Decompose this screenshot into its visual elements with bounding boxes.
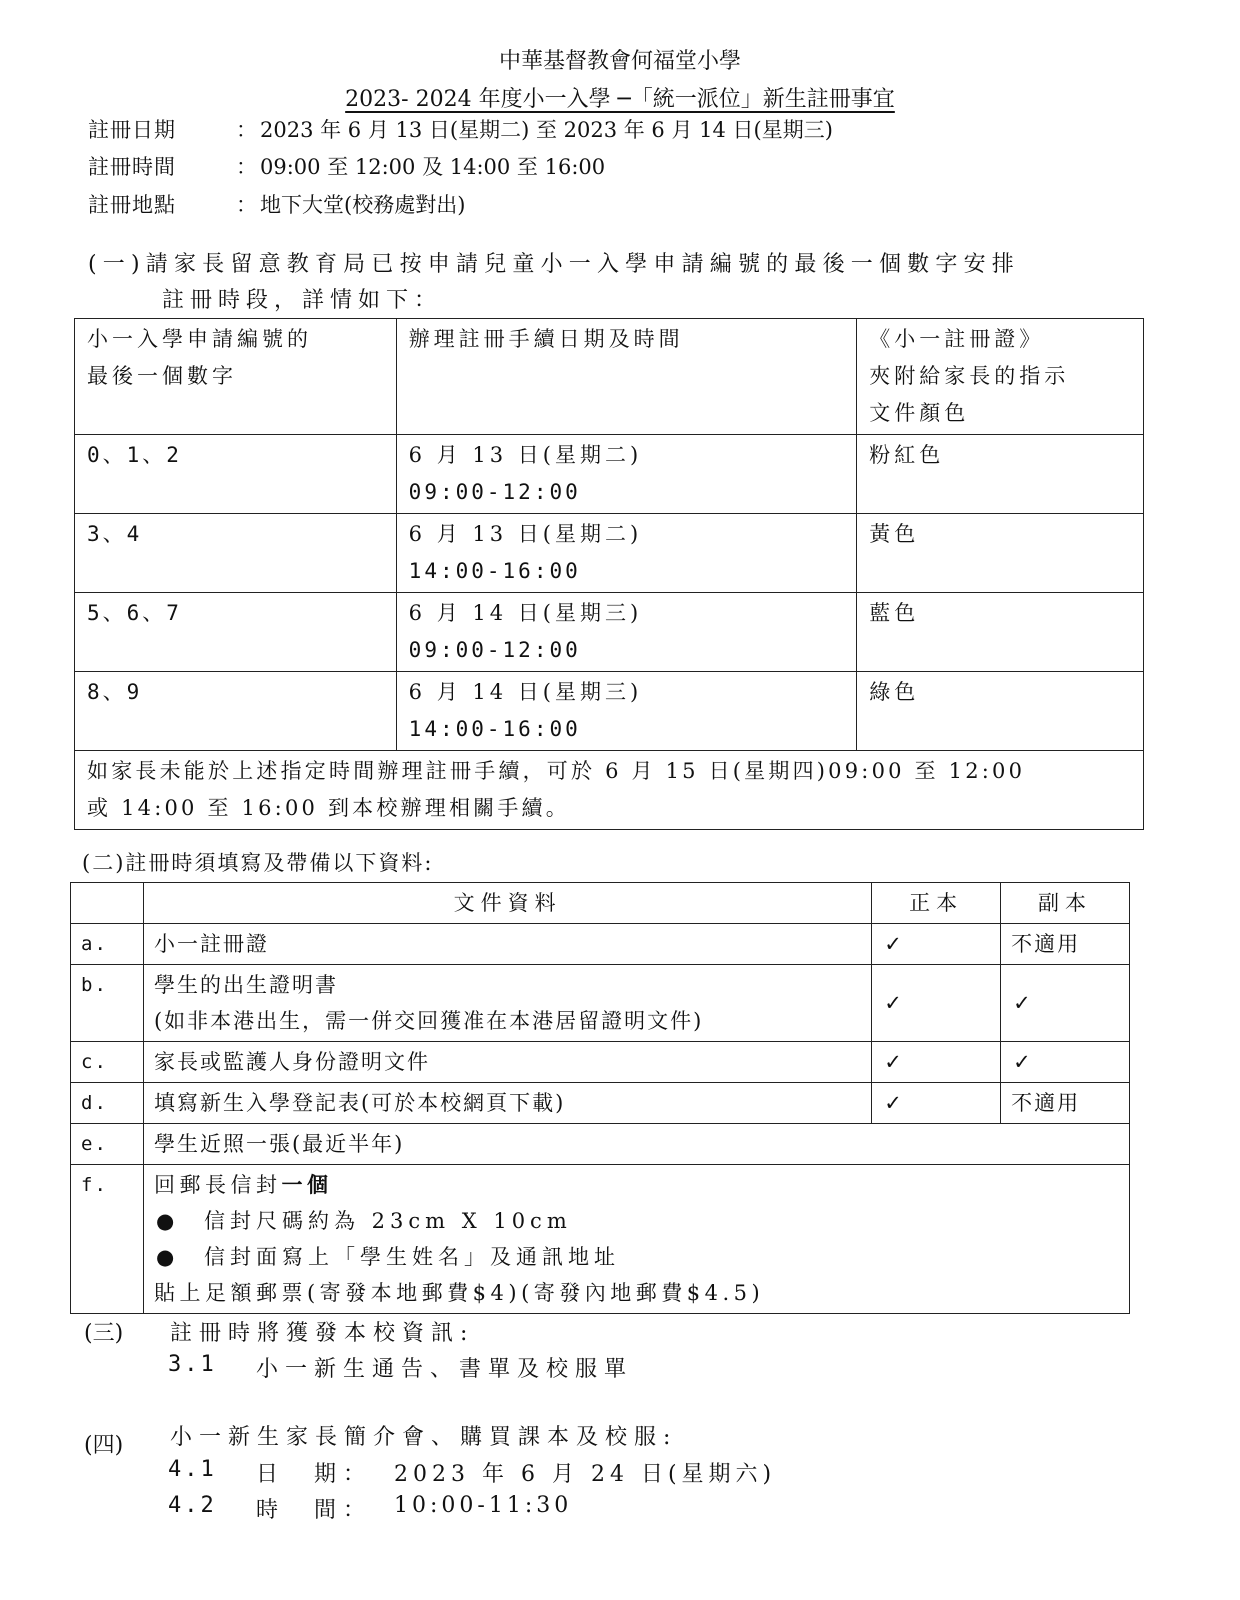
document-cell: 小一註冊證 [143,924,871,965]
info-value: 地下大堂(校務處對出) [260,193,466,217]
header-cell-id [71,883,144,924]
section2-heading: (二)註冊時須填寫及帶備以下資料: [82,851,434,875]
bullet-icon: ● [155,1245,180,1269]
info-label: 註冊日期 [88,118,176,142]
section3-label: (三) [84,1321,124,1346]
digit-cell: 0、1、2 [75,435,397,514]
color-cell: 黃色 [857,514,1144,593]
copy-cell: 不適用 [1001,924,1130,965]
section1-heading-cont: 註冊時段，詳情如下： [162,288,443,313]
stamp-note: 貼上足額郵票(寄發本地郵費$4)(寄發內地郵費$4.5) [153,1281,765,1305]
info-value: 2023 年 6 月 13 日(星期二) 至 2023 年 6 月 14 日(星期三) [260,118,833,142]
table-header-row [75,319,1144,435]
datetime-cell: 6 月 13 日(星期二) 14:00-16:00 [396,514,857,593]
registration-schedule-table [74,318,1144,830]
document-cell: 家長或監護人身份證明文件 [143,1042,871,1083]
color-cell: 粉紅色 [857,435,1144,514]
table-row [75,514,1144,593]
table-row [75,435,1144,514]
header-cell-datetime: 辦理註冊手續日期及時間 [396,319,857,435]
copy-check-icon: ✓ [1001,965,1130,1042]
info-value: 09:00 至 12:00 及 14:00 至 16:00 [260,155,606,179]
section3-text: 註冊時將獲發本校資訊: [170,1321,475,1346]
table-row [71,965,1130,1042]
document-cell: 學生近照一張(最近半年) [143,1124,1129,1165]
table-header-row [71,883,1130,924]
row-id: f. [71,1165,144,1314]
datetime-cell: 6 月 13 日(星期二) 09:00-12:00 [396,435,857,514]
envelope-cell [143,1165,1129,1314]
datetime-cell: 6 月 14 日(星期三) 14:00-16:00 [396,672,857,751]
table-note-row [75,751,1144,830]
row-id: b. [71,965,144,1042]
table-row [71,1083,1130,1124]
info-colon: ： [236,118,257,142]
section4-label: (四) [84,1433,124,1458]
header-cell-original: 正本 [872,883,1001,924]
original-check-icon: ✓ [872,965,1001,1042]
row-id: c. [71,1042,144,1083]
original-check-icon: ✓ [872,924,1001,965]
section4-item-number: 4.2 [168,1493,217,1518]
document-cell: 填寫新生入學登記表(可於本校網頁下載) [143,1083,871,1124]
documents-table [70,882,1130,1314]
section4-item-label: 時 間： [256,1498,373,1523]
table-row [71,1165,1130,1314]
document-title-text: 2023- 2024 年度小一入學 ─「統一派位」新生註冊事宜 [345,87,895,112]
section4-item-value: 10:00-11:30 [394,1493,573,1518]
document-cell: 學生的出生證明書 (如非本港出生，需一併交回獲准在本港居留證明文件) [143,965,871,1042]
row-id: d. [71,1083,144,1124]
copy-check-icon: ✓ [1001,1042,1130,1083]
row-id: e. [71,1124,144,1165]
color-cell: 綠色 [857,672,1144,751]
school-name: 中華基督教會何福堂小學 [498,49,741,74]
info-colon: ： [236,155,257,179]
info-colon: ： [236,193,257,217]
envelope-title: 回郵長信封一個 [153,1172,333,1197]
digit-cell: 3、4 [75,514,397,593]
info-label: 註冊時間 [88,155,176,179]
table-row [71,924,1130,965]
bullet-icon: ● [155,1209,180,1233]
datetime-cell: 6 月 14 日(星期三) 09:00-12:00 [396,593,857,672]
row-id: a. [71,924,144,965]
digit-cell: 5、6、7 [75,593,397,672]
original-check-icon: ✓ [872,1083,1001,1124]
bullet-item: ● 信封面寫上「學生姓名」及通訊地址 [154,1239,1119,1275]
section4-item-value: 2023 年 6 月 24 日(星期六) [394,1462,777,1487]
copy-cell: 不適用 [1001,1083,1130,1124]
table-row [71,1124,1130,1165]
header-cell-document: 文件資料 [143,883,871,924]
table-row [75,593,1144,672]
document-title [0,82,1240,113]
section1-heading: (一)請家長留意教育局已按申請兒童小一入學申請編號的最後一個數字安排 [88,252,1020,277]
section3-item-text: 小一新生通告、書單及校服單 [256,1357,634,1382]
header-cell-digit: 小一入學申請編號的 最後一個數字 [75,319,397,435]
digit-cell: 8、9 [75,672,397,751]
original-check-icon: ✓ [872,1042,1001,1083]
schedule-note: 如家長未能於上述指定時間辦理註冊手續，可於 6 月 15 日(星期四)09:00 至 12:00 或 14:00 至 16:00 到本校辦理相關手續。 [75,751,1144,830]
section4-item-number: 4.1 [168,1457,217,1482]
section3-item-number: 3.1 [168,1352,217,1377]
color-cell: 藍色 [857,593,1144,672]
header-cell-copy: 副本 [1001,883,1130,924]
section4-item-label: 日 期： [256,1462,373,1487]
info-label: 註冊地點 [88,193,176,217]
bullet-item: ● 信封尺碼約為 23cm X 10cm [154,1203,1119,1239]
header-cell-color: 《小一註冊證》 夾附給家長的指示 文件顏色 [857,319,1144,435]
table-row [75,672,1144,751]
table-row [71,1042,1130,1083]
section4-text: 小一新生家長簡介會、購買課本及校服: [170,1425,678,1450]
